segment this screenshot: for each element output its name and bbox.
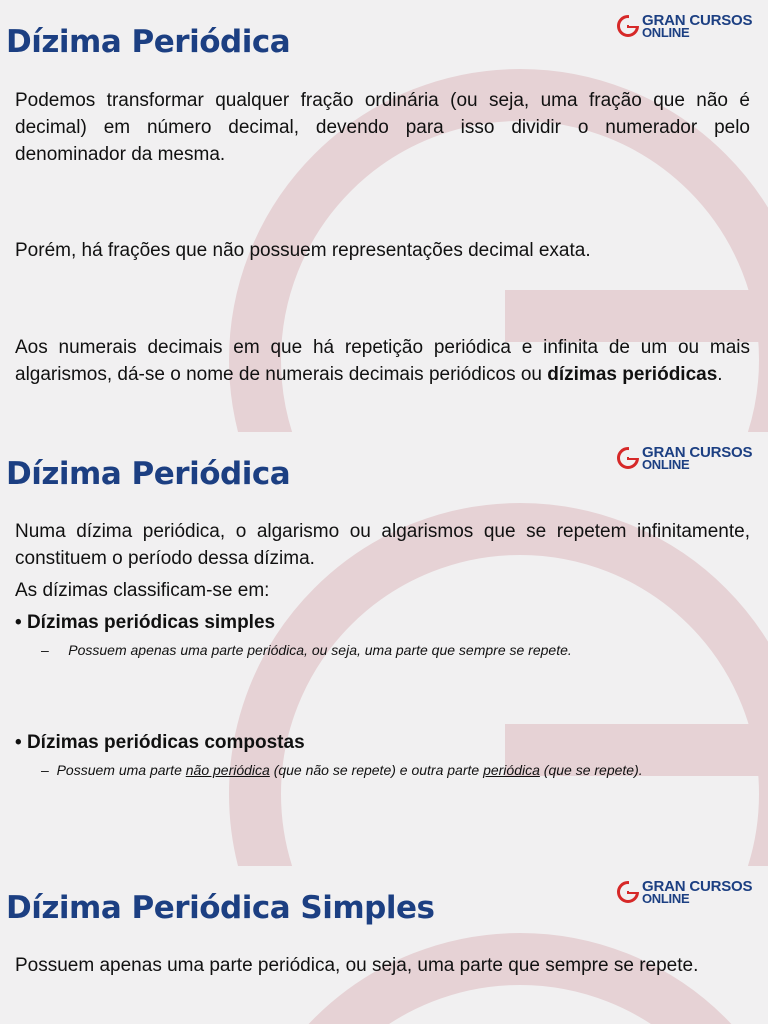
paragraph-bold-term: dízimas periódicas xyxy=(547,364,718,385)
sub-bullet-item xyxy=(41,762,643,778)
paragraph-text: Aos numerais decimais em que há repetição periódica e infinita de um ou mais algarismos, dá-se o nome de numerais decimais periódicos ou xyxy=(15,337,750,385)
slide-1 xyxy=(0,0,768,432)
sub-bullet-text: (que não se repete) e outra parte xyxy=(269,762,484,778)
slide-title: Dízima Periódica xyxy=(6,24,291,60)
paragraph: Numa dízima periódica, o algarismo ou algarismos que se repetem infinitamente, constituem o período dessa dízima. xyxy=(15,521,750,569)
bullet-mark: • xyxy=(15,732,22,753)
slide-3 xyxy=(0,866,768,1024)
dash-mark: – xyxy=(41,642,49,658)
sub-bullet-text: (que se repete). xyxy=(539,762,643,778)
slide-title: Dízima Periódica Simples xyxy=(6,890,435,926)
logo-text-line1: GRAN CURSOS xyxy=(642,444,753,461)
dash-mark: – xyxy=(41,762,49,778)
bullet-item xyxy=(15,732,305,754)
logo-text-line1: GRAN CURSOS xyxy=(642,878,753,895)
logo-g-icon xyxy=(617,15,639,37)
slide-2 xyxy=(0,432,768,866)
logo-g-icon xyxy=(617,447,639,469)
paragraph: Podemos transformar qualquer fração ordinária (ou seja, uma fração que não é decimal) em número decimal, devendo para isso dividir o numerador pelo denominador da mesma. xyxy=(15,90,750,165)
logo-g-icon xyxy=(617,881,639,903)
logo-text-line2: ONLINE xyxy=(642,25,690,40)
paragraph: Porém, há frações que não possuem representações decimal exata. xyxy=(15,240,591,261)
slide-title: Dízima Periódica xyxy=(6,456,291,492)
paragraph: As dízimas classificam-se em: xyxy=(15,580,270,601)
brand-logo xyxy=(617,444,757,474)
brand-logo xyxy=(617,878,757,908)
logo-text-line2: ONLINE xyxy=(642,457,690,472)
sub-bullet-text: Possuem apenas uma parte periódica, ou seja, uma parte que sempre se repete. xyxy=(68,642,572,658)
bullet-text: Dízimas periódicas simples xyxy=(26,612,276,633)
sub-bullet-item xyxy=(41,642,572,658)
paragraph-end: . xyxy=(717,364,723,385)
sub-bullet-text: Possuem uma parte xyxy=(56,762,186,778)
bullet-mark: • xyxy=(15,612,22,633)
logo-text-line1: GRAN CURSOS xyxy=(642,12,753,29)
paragraph xyxy=(15,334,750,388)
bullet-text: Dízimas periódicas compostas xyxy=(26,732,305,753)
paragraph: Possuem apenas uma parte periódica, ou seja, uma parte que sempre se repete. xyxy=(15,955,699,976)
underlined-term: não periódica xyxy=(185,762,270,778)
bullet-item xyxy=(15,612,275,634)
logo-text-line2: ONLINE xyxy=(642,891,690,906)
underlined-term: periódica xyxy=(483,762,540,778)
brand-logo xyxy=(617,12,757,42)
